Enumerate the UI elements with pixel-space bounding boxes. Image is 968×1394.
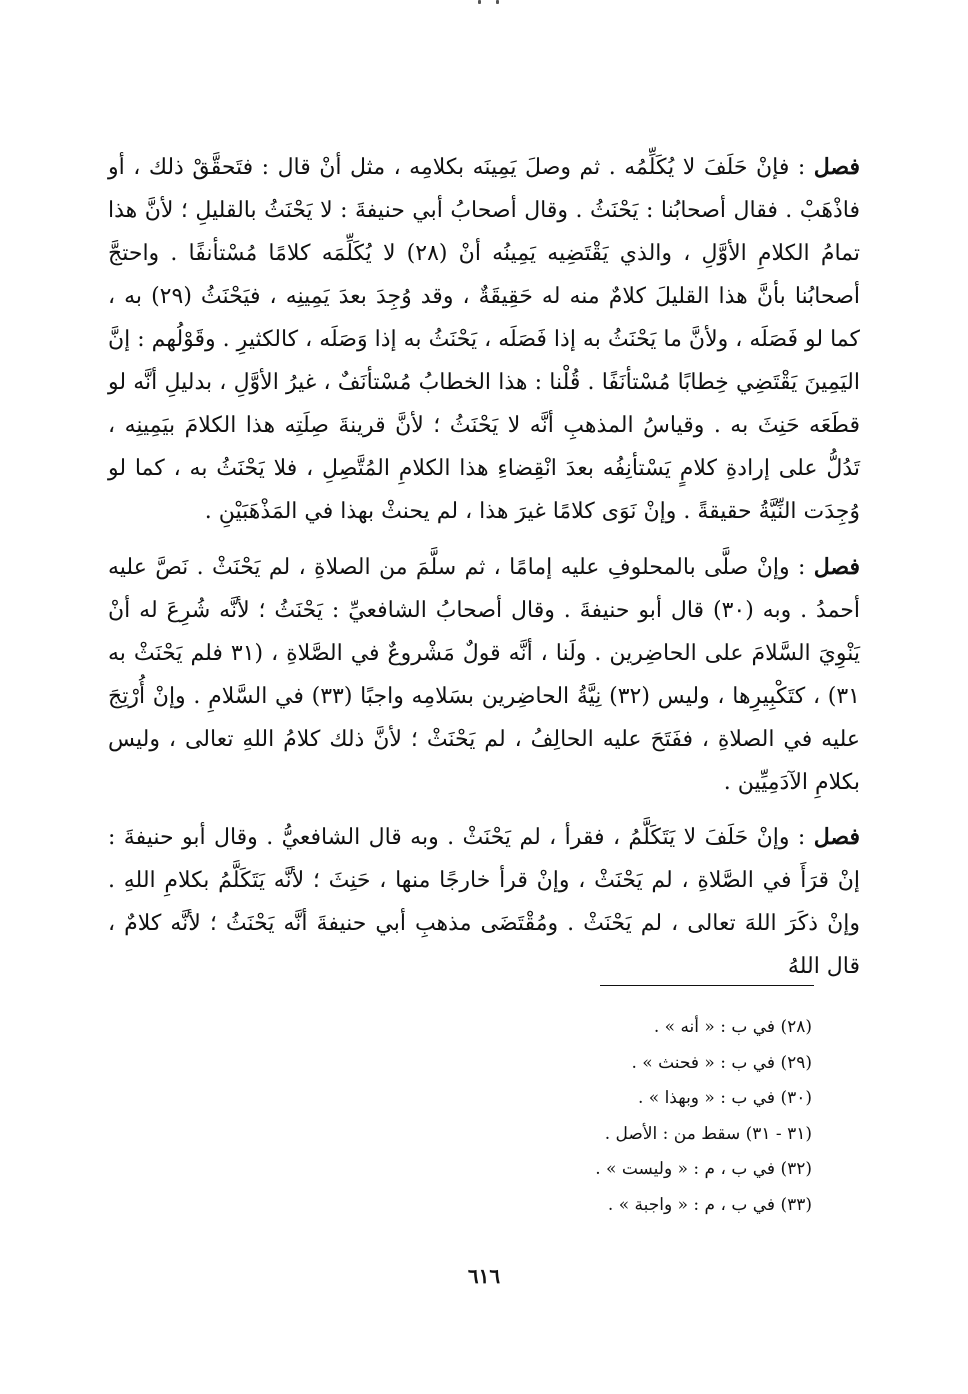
footnote-item: (٢٨) في ب : « أنه » .: [653, 1017, 812, 1037]
footnote-item: (٣١ - ٣١) سقط من : الأصل .: [604, 1123, 812, 1144]
paragraph-text: [108, 816, 860, 988]
footnote-item: (٢٩) في ب : « فحنث » .: [631, 1052, 812, 1073]
page-number: ٦١٦: [467, 1264, 501, 1288]
section-heading-word: فصل: [813, 154, 860, 180]
footnotes-list: [450, 1010, 812, 1223]
footnote-divider: [600, 985, 814, 986]
paragraph-body: : فإنْ حَلَفَ لا يُكَلِّمُه . ثم وصلَ يَمِينَه بكلامِه ، مثل أنْ قال : فتَحقَّقْ ذلك ، أو فاذْهَبْ . فقال أصحابُنا : يَحْنَثُ . وقال أصحابُ أبي حنيفةَ : لا يَحْنَثُ بالقليلِ ؛ لأنَّ هذا تمامُ الكلامِ الأوَّلِ ، والذي يَقْتَضِيه يَمِينُه أنْ (٢٨) لا يُكَلِّمَه كلامًا مُسْتأنفًا . واحتجَّ أصحابُنا بأنَّ هذا القليلَ كلامٌ منه له حَقِيقَةٌ ، وقد وُجِدَ بعدَ يَمِينِه ، فيَحْنَثُ (٢٩) به ، كما لو فَصَلَه ، ولأنَّ ما يَحْنَثُ به إذا فَصَلَه ، يَحْنَثُ به إذا وَصَلَه ، كالكثيرِ . وقَوْلُهم : إنَّ اليَمِينَ يَقْتَضِي خِطابًا مُسْتأنَفًا . قُلْنا : هذا الخطابُ مُسْتأنَفٌ ، غيرُ الأوَّلِ ، بدليلِ أنَّه لو قطَعَه حَنِثَ به . وقياسُ المذهبِ أنَّه لا يَحْنَثُ ؛ لأنَّ قرينةَ صِلَتِه هذا الكلامَ بيَمِينِه ، تَدُلُّ على إرادةِ كلامٍ يَسْتأنِفُه بعدَ انْقِضاءِ هذا الكلامِ المُتَّصِلِ ، فلا يَحْنَثُ به ، كما لو وُجِدَت النِّيَّةُ حقيقةً . وإنْ نَوَى كلامًا غيرَ هذا ، لم يحنثْ بهذا في المَذْهَبَيْنِ .: [108, 155, 860, 524]
section-paragraph-2: [108, 546, 860, 804]
footnote-item: (٣٢) في ب ، م : « وليست » .: [595, 1159, 812, 1179]
scan-marks: [470, 0, 510, 8]
footnote-item: (٣٠) في ب : « وبهذا » .: [637, 1088, 812, 1108]
section-heading-word: فصل: [813, 824, 860, 850]
paragraph-text: [108, 146, 860, 533]
section-heading-word: فصل: [813, 554, 860, 580]
section-paragraph-1: [108, 146, 860, 533]
paragraph-body: : وإنْ صلَّى بالمحلوفِ عليه إمامًا ، ثم سلَّمَ من الصلاةِ ، لم يَحْنَثْ . نَصَّ عليه أحمدُ . وبه (٣٠) قال أبو حنيفةَ . وقال أصحابُ الشافعيِّ : يَحْنَثُ ؛ لأنَّه شُرِعَ له أنْ يَنْوِيَ السَّلامَ على الحاضِرين . ولَنا ، أنَّه قولٌ مَشْروعٌ في الصَّلاةِ ، (٣١ فلم يَحْنَثْ به ٣١) ، كتَكْبِيرِها ، وليس (٣٢) نِيَّةُ الحاضِرين بسَلامِه واجبًا (٣٣) في السَّلامِ . وإنْ أُرْتِجَ عليه في الصلاةِ ، ففَتَحَ عليه الحالِفُ ، لم يَحْنَثْ ؛ لأنَّ ذلك كلامُ اللهِ تعالى ، وليس بكلامِ الآدَمِيِّين .: [108, 555, 861, 795]
paragraph-body: : وإنْ حَلَفَ لا يَتَكَلَّمُ ، فقرأ ، لم يَحْنَثْ . وبه قال الشافعيُّ . وقال أبو حنيفةَ : إنْ قرَأَ في الصَّلاةِ ، لم يَحْنَثْ ، وإنْ قرأ خارجًا منها ، حَنِثَ ؛ لأنَّه يَتَكَلَّمُ بكلامِ اللهِ . وإنْ ذكَرَ اللهَ تعالى ، لم يَحْنَثْ . ومُقْتَضَى مذهبِ أبي حنيفةَ أنَّه يَحْنَثُ ؛ لأنَّه كلامٌ ، قال اللهُ: [108, 825, 860, 979]
paragraph-text: [108, 546, 860, 804]
footnote-item: (٣٣) في ب ، م : « واجبة » .: [607, 1194, 812, 1215]
section-paragraph-3: [108, 816, 860, 988]
